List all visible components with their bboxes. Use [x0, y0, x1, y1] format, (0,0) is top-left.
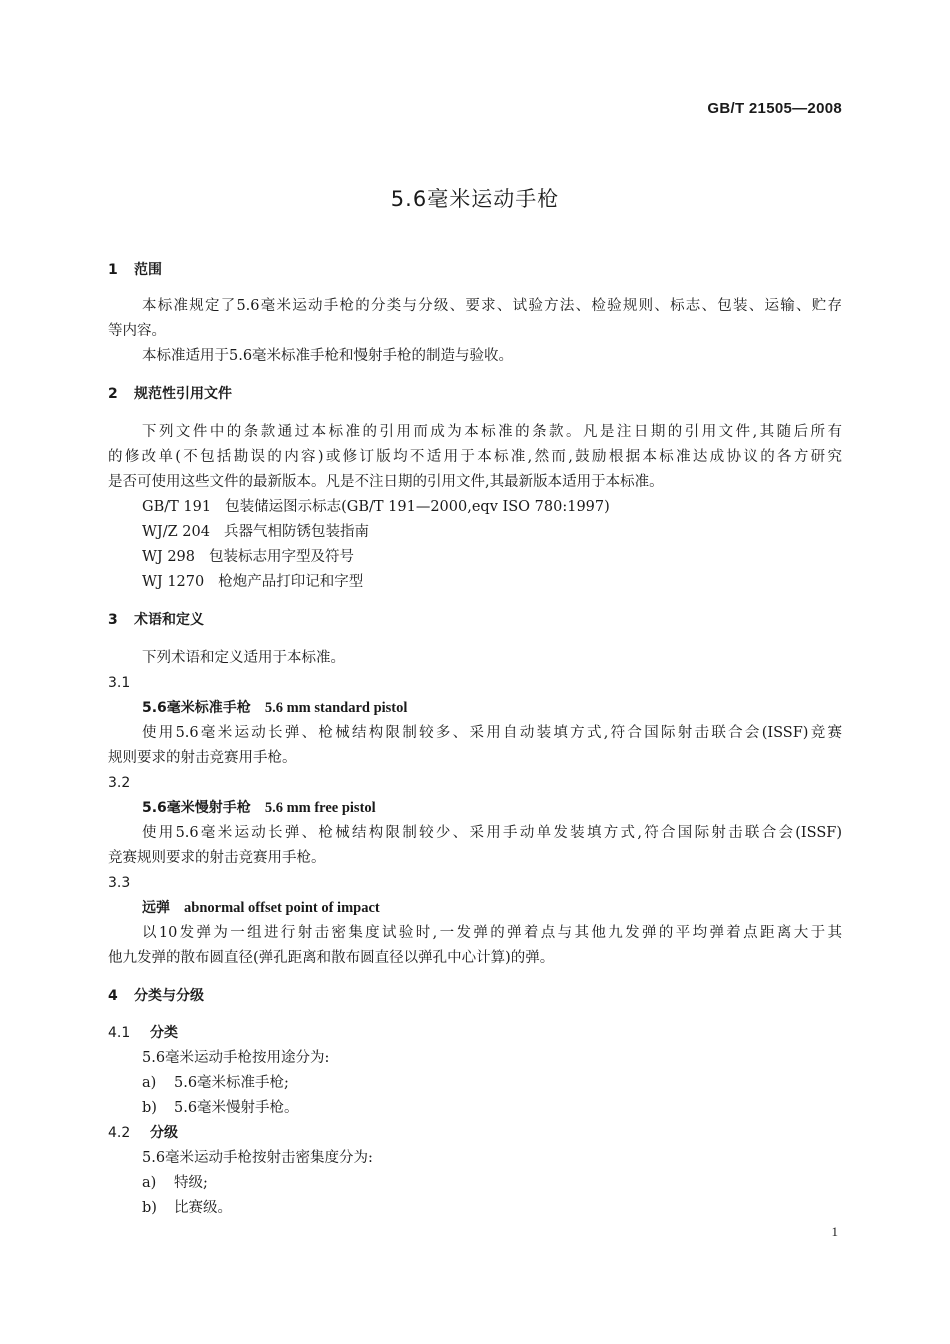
list-marker: a) [142, 1075, 157, 1091]
definition-line: 竞赛规则要求的射击竞赛用手枪。 [108, 850, 326, 866]
subsection-4-1-heading [108, 1023, 178, 1043]
definition-line: 他九发弹的散布圆直径(弹孔距离和散布圆直径以弹孔中心计算)的弹。 [108, 950, 555, 966]
paragraph-line: 等内容。 [108, 323, 166, 339]
paragraph-line: 本标准规定了5.6毫米运动手枪的分类与分级、要求、试验方法、检验规则、标志、包装、运输、贮存 [142, 298, 842, 314]
paragraph-line: 下列文件中的条款通过本标准的引用而成为本标准的条款。凡是注日期的引用文件,其随后所有 [142, 424, 842, 440]
reference-code: WJ/Z 204 [142, 524, 210, 540]
list-marker: b) [142, 1100, 157, 1116]
list-text: 特级; [174, 1175, 208, 1191]
section-title: 分类与分级 [134, 988, 204, 1004]
definition-line: 使用5.6毫米运动长弹、枪械结构限制较少、采用手动单发装填方式,符合国际射击联合会(ISSF) [142, 825, 842, 841]
list-text: 5.6毫米标准手枪; [174, 1075, 289, 1091]
term-heading [142, 798, 376, 818]
reference-title: 枪炮产品打印记和字型 [218, 574, 364, 590]
paragraph-line: 5.6毫米运动手枪按射击密集度分为: [142, 1150, 373, 1166]
list-text: 比赛级。 [174, 1200, 232, 1216]
document-title: 5.6毫米运动手枪 [390, 187, 560, 211]
reference-title: 包装储运图示标志(GB/T 191—2000,eqv ISO 780:1997) [225, 499, 610, 515]
subsection-number: 4.2 [108, 1125, 131, 1141]
term-heading [142, 698, 407, 718]
section-number: 1 [108, 262, 118, 278]
list-item [142, 1073, 289, 1093]
term-zh: 5.6毫米标准手枪 [142, 700, 251, 716]
list-marker: b) [142, 1200, 157, 1216]
reference-title: 包装标志用字型及符号 [209, 549, 355, 565]
paragraph-line: 的修改单(不包括勘误的内容)或修订版均不适用于本标准,然而,鼓励根据本标准达成协议的各方研究 [108, 449, 842, 465]
list-item [142, 1098, 299, 1118]
reference-title: 兵器气相防锈包装指南 [223, 524, 369, 540]
definition-line: 规则要求的射击竞赛用手枪。 [108, 750, 297, 766]
term-number: 3.1 [108, 675, 131, 691]
section-1-heading [108, 260, 162, 280]
section-title: 术语和定义 [134, 612, 204, 628]
term-number: 3.2 [108, 775, 131, 791]
section-title: 规范性引用文件 [134, 386, 232, 402]
subsection-title: 分级 [150, 1125, 178, 1141]
reference-item [142, 547, 354, 567]
page-number: 1 [831, 1224, 838, 1239]
term-en: abnormal offset point of impact [184, 900, 380, 916]
definition-line: 以10发弹为一组进行射击密集度试验时,一发弹的弹着点与其他九发弹的平均弹着点距离大于其 [142, 925, 842, 941]
section-3-heading [108, 610, 204, 630]
definition-line: 使用5.6毫米运动长弹、枪械结构限制较多、采用自动装填方式,符合国际射击联合会(ISSF)竞赛 [142, 725, 842, 741]
section-title: 范围 [134, 262, 162, 278]
section-2-heading [108, 384, 232, 404]
list-marker: a) [142, 1175, 157, 1191]
paragraph-line: 下列术语和定义适用于本标准。 [142, 650, 345, 666]
term-zh: 5.6毫米慢射手枪 [142, 800, 251, 816]
term-zh: 远弹 [142, 900, 170, 916]
list-item [142, 1173, 208, 1193]
section-number: 3 [108, 612, 118, 628]
list-text: 5.6毫米慢射手枪。 [174, 1100, 299, 1116]
subsection-title: 分类 [150, 1025, 178, 1041]
term-en: 5.6 mm standard pistol [264, 700, 408, 716]
term-en: 5.6 mm free pistol [264, 800, 376, 816]
reference-item [142, 522, 369, 542]
section-number: 2 [108, 386, 118, 402]
list-item [142, 1198, 232, 1218]
subsection-number: 4.1 [108, 1025, 131, 1041]
paragraph-line: 本标准适用于5.6毫米标准手枪和慢射手枪的制造与验收。 [142, 348, 514, 364]
section-4-heading [108, 986, 204, 1006]
term-heading [142, 898, 380, 918]
paragraph-line: 是否可使用这些文件的最新版本。凡是不注日期的引用文件,其最新版本适用于本标准。 [108, 474, 664, 490]
reference-code: WJ 298 [142, 549, 196, 565]
reference-item [142, 572, 363, 592]
term-number: 3.3 [108, 875, 131, 891]
subsection-4-2-heading [108, 1123, 178, 1143]
reference-item [142, 497, 610, 517]
section-number: 4 [108, 988, 118, 1004]
paragraph-line: 5.6毫米运动手枪按用途分为: [142, 1050, 330, 1066]
standard-code: GB/T 21505—2008 [707, 100, 842, 117]
reference-code: GB/T 191 [142, 499, 212, 515]
reference-code: WJ 1270 [142, 574, 205, 590]
